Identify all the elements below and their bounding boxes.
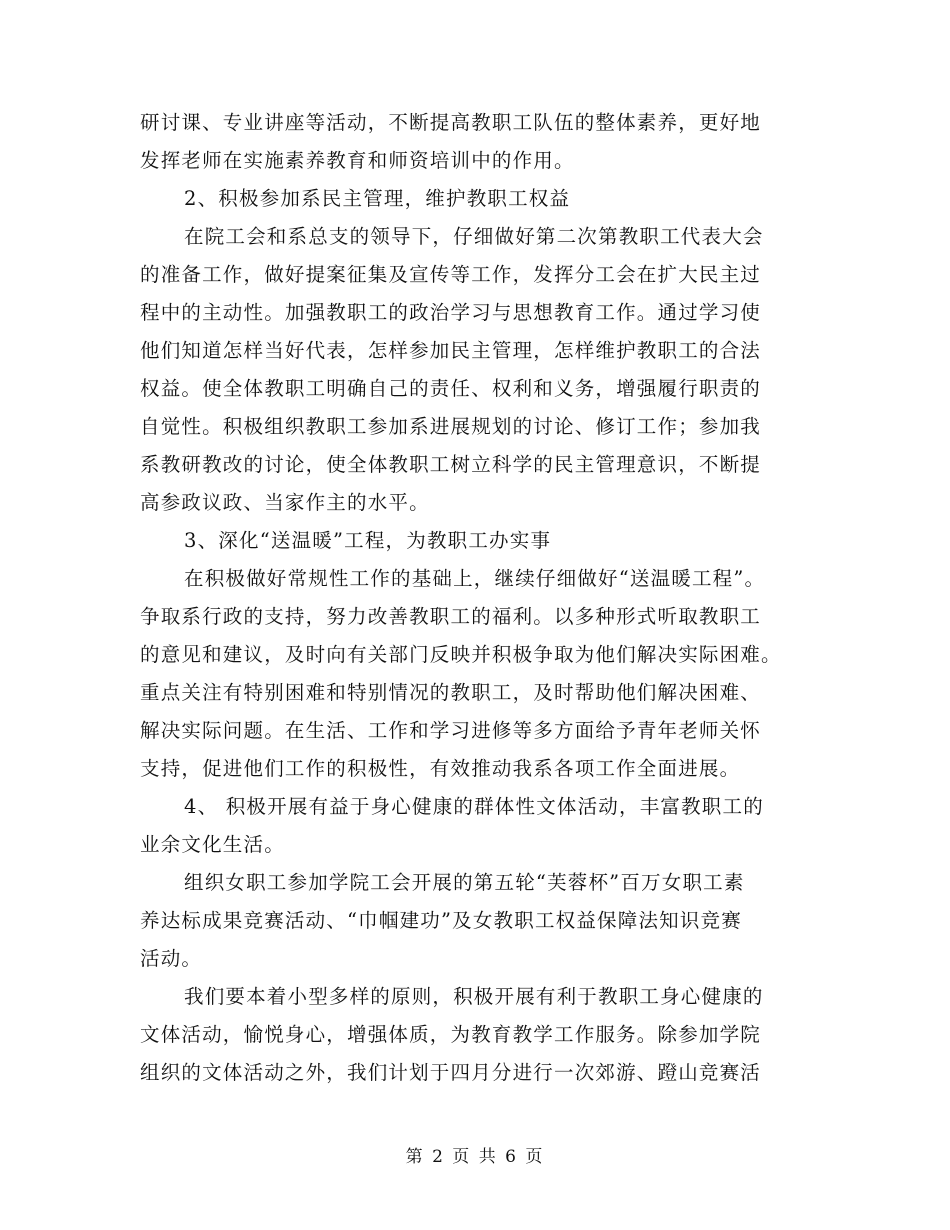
text-line: 养达标成果竞赛活动、“巾帼建功”及女教职工权益保障法知识竞赛 [140,909,742,932]
text-line: 研讨课、专业讲座等活动，不断提高教职工队伍的整体素养，更好地 [140,111,762,134]
text-line: 支持，促进他们工作的积极性，有效推动我系各项工作全面进展。 [140,757,741,780]
text-line: 高参政议政、当家作主的水平。 [140,491,430,514]
page-footer: 第 2 页 共 6 页 [405,1147,545,1167]
text-line: 业余文化生活。 [140,833,285,856]
text-line: 的准备工作，做好提案征集及宣传等工作，发挥分工会在扩大民主过 [140,263,762,286]
text-line: 解决实际问题。在生活、工作和学习进修等多方面给予青年老师关怀 [140,719,762,742]
text-line: 争取系行政的支持，努力改善教职工的福利。以多种形式听取教职工 [140,605,762,628]
text-line: 系教研教改的讨论，使全体教职工树立科学的民主管理意识，不断提 [140,453,762,476]
text-line: 2、积极参加系民主管理，维护教职工权益 [184,187,571,210]
text-line: 程中的主动性。加强教职工的政治学习与思想教育工作。通过学习使 [140,301,762,324]
text-line: 组织女职工参加学院工会开展的第五轮“芙蓉杯”百万女职工素 [184,871,745,894]
text-line: 活动。 [140,947,203,970]
text-line: 的意见和建议，及时向有关部门反映并积极争取为他们解决实际困难。 [140,643,782,666]
text-line: 组织的文体活动之外，我们计划于四月分进行一次郊游、蹬山竞赛活 [140,1061,762,1084]
text-line: 自觉性。积极组织教职工参加系进展规划的讨论、修订工作；参加我 [140,415,762,438]
text-line: 发挥老师在实施素养教育和师资培训中的作用。 [140,149,575,172]
text-line: 在院工会和系总支的领导下，仔细做好第二次第教职工代表大会 [184,225,764,248]
text-line: 3、深化“送温暖”工程，为教职工办实事 [184,529,552,552]
text-line: 我们要本着小型多样的原则，积极开展有利于教职工身心健康的 [184,985,764,1008]
text-line: 重点关注有特别困难和特别情况的教职工，及时帮助他们解决困难、 [140,681,762,704]
text-line: 他们知道怎样当好代表，怎样参加民主管理，怎样维护教职工的合法 [140,339,762,362]
text-line: 4、 积极开展有益于身心健康的群体性文体活动，丰富教职工的 [184,795,764,818]
text-line: 在积极做好常规性工作的基础上，继续仔细做好“送温暖工程”。 [184,567,766,590]
text-line: 文体活动，愉悦身心，增强体质，为教育教学工作服务。除参加学院 [140,1023,762,1046]
document-body [140,104,812,1092]
text-line: 权益。使全体教职工明确自己的责任、权利和义务，增强履行职责的 [140,377,762,400]
